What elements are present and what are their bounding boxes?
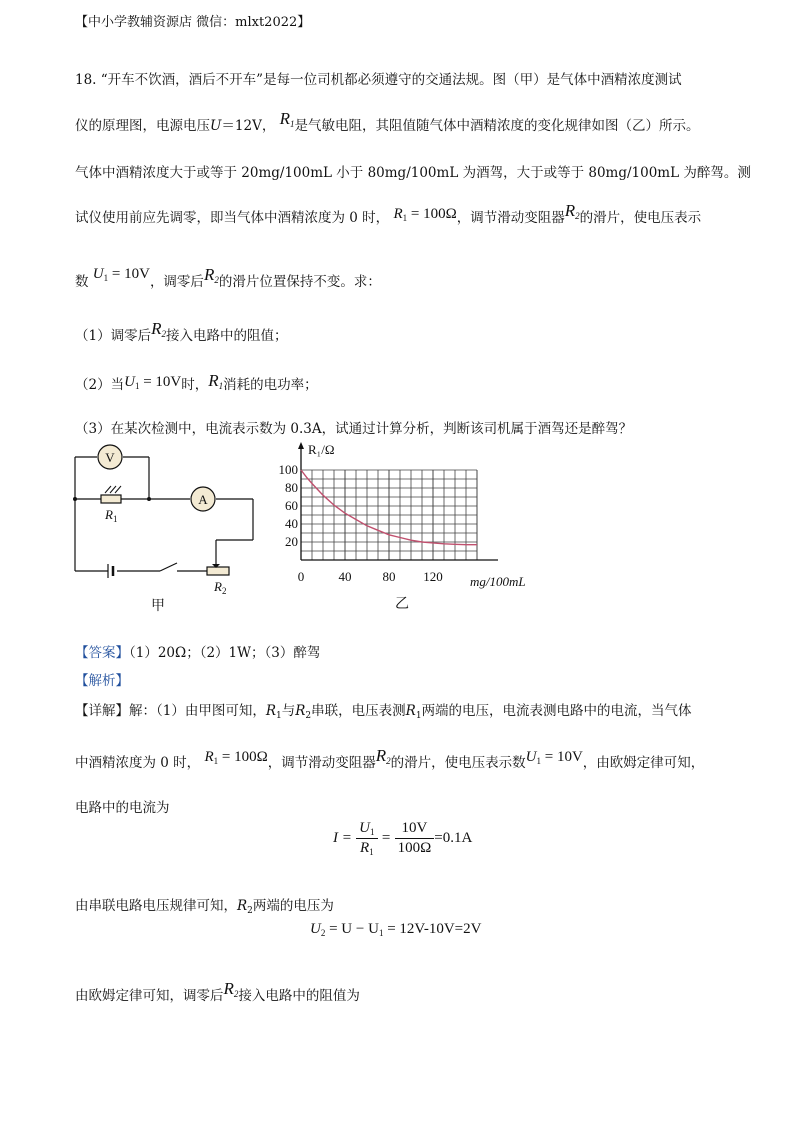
question-line-3: 气体中酒精浓度大于或等于 20mg/100mL 小于 80mg/100mL 为酒驾，大于或等于 80mg/100mL 为醉驾。测 xyxy=(75,165,751,181)
fraction-u1-r1: $\frac{U_1}{R_1}$ xyxy=(356,820,377,857)
formula-voltage: $U_2 = U - U_1 = 12V-10V=2V$ xyxy=(310,921,482,938)
x-tick-label: 0 xyxy=(297,569,305,584)
detail-line-5: 由欧姆定律可知，调零后$R_2$接入电路中的阻值为 xyxy=(75,979,360,1004)
r1-equation: $R_1 = 100\Omega$ xyxy=(393,206,457,223)
question-part-1: （1）调零后$R_2$接入电路中的阻值； xyxy=(75,319,288,344)
gas-sensor-resistor xyxy=(101,495,121,503)
y-tick-label: 40 xyxy=(285,516,298,531)
question-part-2: （2）当$U_1 = 10V$时，$R_1$消耗的电功率； xyxy=(75,371,318,393)
answer-text: （1）20Ω；（2）1W；（3）醉驾 xyxy=(129,645,321,661)
detail-line-4: 由串联电路电压规律可知，$R_2$两端的电压为 xyxy=(75,898,334,916)
r1-symbol: $R_1$ xyxy=(279,109,295,129)
junction-dot xyxy=(73,497,77,501)
formula-current: I = $\frac{U_1}{R_1}$ = $\frac{10V}{100\Omega}$ =0.1A xyxy=(333,820,473,857)
question-line-5: 数 $U_1 = 10V$，调零后$R_2$的滑片位置保持不变。求： xyxy=(75,265,381,290)
chart-ylabel: R₁/Ω xyxy=(308,442,335,457)
ammeter-label: A xyxy=(198,492,208,507)
page-header: 【中小学教辅资源店 微信：mlxt2022】 xyxy=(75,15,311,30)
question-line-4: 试仪使用前应先调零，即当气体中酒精浓度为 0 时， $R_1 = 100\Omega$，调节滑动变阻器$R_2$的滑片，使电压表示 xyxy=(75,201,702,226)
question-line-2: 仪的原理图，电源电压U＝12V， $R_1$是气敏电阻，其阻值随气体中酒精浓度的变化规律如图（乙）所示。 xyxy=(75,109,700,134)
question-part-3: （3）在某次检测中，电流表示数为 0.3A，试通过计算分析，判断该司机属于酒驾还是醉驾？ xyxy=(75,421,633,437)
r2-symbol: $R_2$ xyxy=(375,746,391,766)
answer-label: 【答案】 xyxy=(75,645,129,661)
r2-symbol: $R_2$ xyxy=(223,979,239,999)
r2-diagram-label: $R_2$ xyxy=(214,579,227,596)
r1-equation: $R_1 = 100\Omega$ xyxy=(204,749,268,766)
r1-symbol: $R_1$ xyxy=(208,371,224,391)
x-tick-label: 120 xyxy=(423,569,443,584)
r1-diagram-label: $R_1$ xyxy=(105,507,118,524)
answer-line xyxy=(75,641,320,661)
resistance-concentration-chart xyxy=(270,436,555,616)
chart-caption: 乙 xyxy=(395,597,409,612)
y-tick-label: 20 xyxy=(285,534,298,549)
detail-line-3: 电路中的电流为 xyxy=(75,800,170,816)
y-axis-arrow xyxy=(298,442,304,449)
x-tick-label: 40 xyxy=(338,569,352,584)
u1-equation: $U_1 = 10V$ xyxy=(92,266,150,283)
junction-dot xyxy=(147,497,151,501)
detail-line-1: 【详解】解：（1）由甲图可知，$R_1$与$R_2$串联，电压表测$R_1$两端的电压，电流表测电路中的电流，当气体 xyxy=(75,703,692,721)
x-tick-label: 80 xyxy=(382,569,396,584)
detail-line-2: 中酒精浓度为 0 时， $R_1 = 100\Omega$，调节滑动变阻器$R_2$的滑片，使电压表示数$U_1 = 10V$，由欧姆定律可知， xyxy=(75,746,705,771)
u1-equation: $U_1 = 10V$ xyxy=(525,749,583,766)
r2-symbol: $R_2$ xyxy=(203,265,219,285)
fraction-values: $\frac{10V}{100\Omega}$ xyxy=(395,820,435,857)
rheostat-r2 xyxy=(207,567,229,575)
u1-equation: $U_1 = 10V$ xyxy=(124,374,182,391)
y-tick-label: 60 xyxy=(285,498,298,513)
y-tick-label: 100 xyxy=(278,462,298,477)
y-tick-label: 80 xyxy=(285,480,298,495)
question-line-1: 18. “开车不饮酒，酒后不开车”是每一位司机都必须遵守的交通法规。图（甲）是气体中酒精浓度测试 xyxy=(75,72,682,88)
sensor-arrows-icon xyxy=(105,486,121,493)
r2-symbol: $R_2$ xyxy=(151,319,166,339)
r2-symbol: $R_2$ xyxy=(564,201,580,221)
chart-xlabel: mg/100mL xyxy=(470,574,526,589)
circuit-diagram xyxy=(65,440,275,620)
question-number: 18. xyxy=(75,72,97,88)
analysis-label: 【解析】 xyxy=(75,673,129,689)
voltmeter-label: V xyxy=(105,450,115,465)
circuit-caption: 甲 xyxy=(151,599,165,614)
